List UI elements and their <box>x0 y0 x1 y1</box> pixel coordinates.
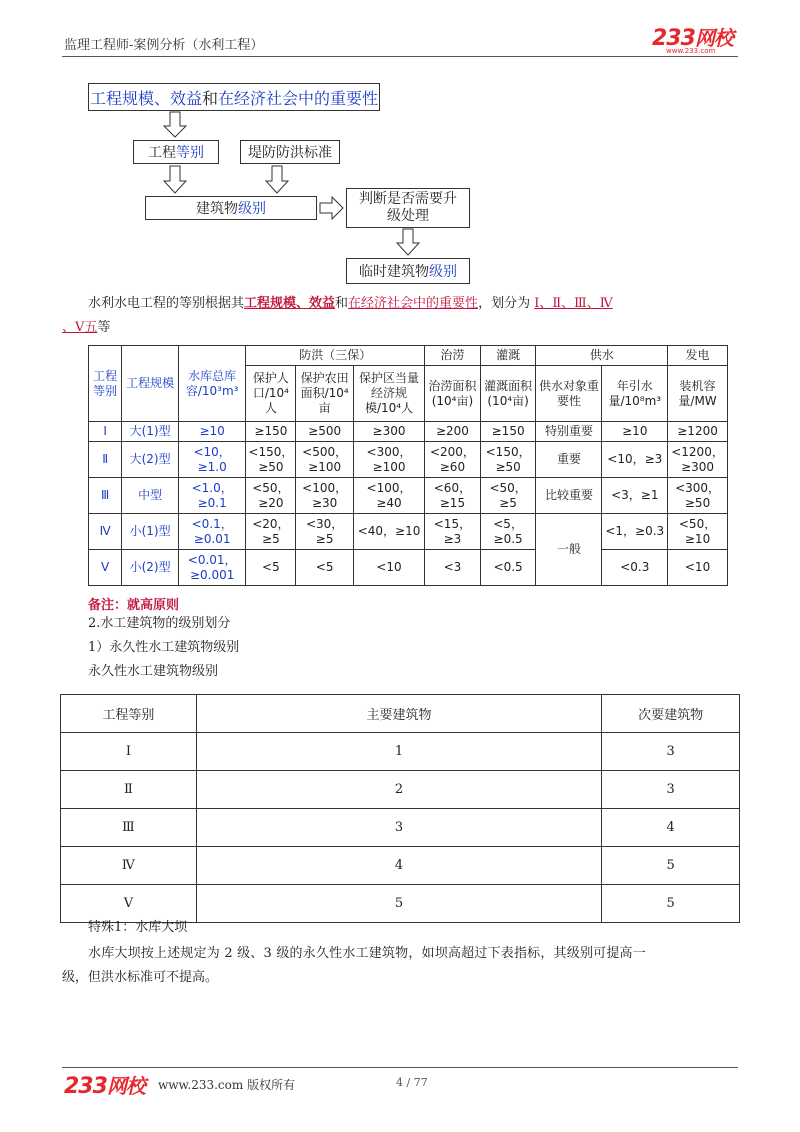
cell: <10，≥1.0 <box>178 442 246 478</box>
down-arrow-icon <box>164 166 186 193</box>
table-row <box>61 733 740 771</box>
logo-word: 网校 <box>106 1074 145 1098</box>
cell: 4 <box>602 809 740 847</box>
cell: <5，≥0.5 <box>480 514 536 550</box>
col-header-supply: 供水 <box>536 346 668 366</box>
col-header: 次要建筑物 <box>602 695 740 733</box>
table-row <box>89 550 728 586</box>
col-header-irrigation: 灌溉 <box>480 346 536 366</box>
subsection-heading: 1）永久性水工建筑物级别 <box>88 640 240 655</box>
cell: 5 <box>196 885 601 923</box>
table-row <box>89 514 728 550</box>
footer-rule <box>62 1067 738 1068</box>
cell: <1，≥0.3 <box>602 514 668 550</box>
cell: <30，≥5 <box>296 514 354 550</box>
sub-header: 保护农田面积/10⁴亩 <box>296 366 354 422</box>
cell: 小(1)型 <box>122 514 179 550</box>
cell: 大(1)型 <box>122 422 179 442</box>
intro-paragraph-cont <box>62 316 110 340</box>
cell: <10，≥3 <box>602 442 668 478</box>
cell: 大(2)型 <box>122 442 179 478</box>
special-title: 特殊1：水库大坝 <box>88 920 188 935</box>
cell: <1200，≥300 <box>668 442 728 478</box>
page-number: 4 / 77 <box>396 1076 428 1089</box>
intro-highlight: Ⅰ、Ⅱ、Ⅲ、Ⅳ <box>534 296 613 311</box>
cell: <1.0，≥0.1 <box>178 478 246 514</box>
col-header-waterlog: 治涝 <box>425 346 481 366</box>
permanent-building-level-table <box>60 694 740 923</box>
intro-text: 和 <box>335 296 349 311</box>
section-heading: 2.水工建筑物的级别划分 <box>88 616 231 631</box>
cell: ≥300 <box>353 422 424 442</box>
flow-arrows <box>0 0 800 300</box>
right-arrow-icon <box>320 197 343 219</box>
col-header-flood: 防洪（三保） <box>246 346 425 366</box>
table-row <box>61 809 740 847</box>
cell: Ⅳ <box>89 514 122 550</box>
cell: <100，≥40 <box>353 478 424 514</box>
sub-header: 装机容量/MW <box>668 366 728 422</box>
cell: <10 <box>353 550 424 586</box>
sub-header: 治涝面积(10⁴亩) <box>425 366 481 422</box>
down-arrow-icon <box>266 166 288 193</box>
cell: Ⅴ <box>61 885 197 923</box>
cell: Ⅲ <box>61 809 197 847</box>
flow-text: 临时建筑物 <box>359 264 429 280</box>
cell: <300，≥100 <box>353 442 424 478</box>
table-row <box>89 442 728 478</box>
flow-text: 工程规模、效益 <box>89 88 202 108</box>
flow-text: 等别 <box>176 145 204 161</box>
intro-text: ，划分为 <box>478 296 535 311</box>
cell: <500，≥100 <box>296 442 354 478</box>
flow-text: 级别 <box>238 201 266 217</box>
cell: <100，≥30 <box>296 478 354 514</box>
col-header-scale: 工程规模 <box>122 346 179 422</box>
footer-site: www.233.com 版权所有 <box>158 1078 296 1092</box>
flow-text: 和 <box>201 88 218 108</box>
cell: Ⅱ <box>61 771 197 809</box>
table-row <box>89 478 728 514</box>
cell: 一般 <box>536 514 602 586</box>
cell: <60，≥15 <box>425 478 481 514</box>
cell: ≥200 <box>425 422 481 442</box>
cell: <10 <box>668 550 728 586</box>
col-header: 工程等别 <box>61 695 197 733</box>
cell: 3 <box>602 771 740 809</box>
cell: <15，≥3 <box>425 514 481 550</box>
cell: Ⅲ <box>89 478 122 514</box>
cell: ≥10 <box>602 422 668 442</box>
cell: 3 <box>602 733 740 771</box>
cell: Ⅴ <box>89 550 122 586</box>
cell: <5 <box>296 550 354 586</box>
footer-logo <box>64 1070 145 1099</box>
note-text: 备注：就高原则 <box>88 598 180 613</box>
cell: ≥1200 <box>668 422 728 442</box>
table-row <box>61 771 740 809</box>
intro-highlight: 在经济社会中的重要性 <box>348 296 479 311</box>
cell: <0.5 <box>480 550 536 586</box>
logo-number: 233 <box>64 1074 107 1099</box>
cell: 中型 <box>122 478 179 514</box>
col-header-grade: 工程等别 <box>89 346 122 422</box>
cell: ≥150 <box>246 422 296 442</box>
cell: 1 <box>196 733 601 771</box>
col-header-power: 发电 <box>668 346 728 366</box>
logo-url: www.233.com <box>666 47 716 55</box>
cell: <3 <box>425 550 481 586</box>
table-row <box>89 422 728 442</box>
cell: 4 <box>196 847 601 885</box>
cell: 特别重要 <box>536 422 602 442</box>
project-grade-table <box>88 345 728 586</box>
document-header-title: 监理工程师-案例分析（水利工程） <box>64 38 264 53</box>
cell: Ⅰ <box>61 733 197 771</box>
down-arrow-icon <box>164 112 186 137</box>
table-row <box>61 847 740 885</box>
cell: <300，≥50 <box>668 478 728 514</box>
flow-text: 工程 <box>148 145 176 161</box>
sub-header: 保护区当量经济规模/10⁴人 <box>353 366 424 422</box>
cell: Ⅱ <box>89 442 122 478</box>
cell: 小(2)型 <box>122 550 179 586</box>
sub-header: 灌溉面积(10⁴亩) <box>480 366 536 422</box>
cell: Ⅰ <box>89 422 122 442</box>
cell: 3 <box>196 809 601 847</box>
cell: <0.01，≥0.001 <box>178 550 246 586</box>
intro-highlight: 、Ⅴ五 <box>62 320 98 335</box>
flow-box-levee-standard: 堤防防洪标准 <box>240 140 340 164</box>
cell: Ⅳ <box>61 847 197 885</box>
cell: 5 <box>602 847 740 885</box>
cell: 5 <box>602 885 740 923</box>
flow-text: 建筑物 <box>196 201 238 217</box>
cell: <40，≥10 <box>353 514 424 550</box>
cell: 比较重要 <box>536 478 602 514</box>
sub-header: 保护人口/10⁴人 <box>246 366 296 422</box>
logo-word: 网校 <box>694 26 733 50</box>
cell: 2 <box>196 771 601 809</box>
special-paragraph-cont: 级，但洪水标准可不提高。 <box>62 970 219 985</box>
cell: <50，≥10 <box>668 514 728 550</box>
flow-text: 级别 <box>429 264 457 280</box>
cell: <50，≥5 <box>480 478 536 514</box>
cell: <0.1，≥0.01 <box>178 514 246 550</box>
logo-number: 233 <box>652 26 695 51</box>
down-arrow-icon <box>397 229 419 255</box>
cell: <200，≥60 <box>425 442 481 478</box>
cell: ≥10 <box>178 422 246 442</box>
cell: <150，≥50 <box>246 442 296 478</box>
cell: ≥150 <box>480 422 536 442</box>
cell: <20，≥5 <box>246 514 296 550</box>
intro-highlight: 工程规模、效益 <box>244 296 336 311</box>
cell: <3，≥1 <box>602 478 668 514</box>
intro-paragraph <box>88 292 718 316</box>
sub-header: 供水对象重要性 <box>536 366 602 422</box>
cell: <50，≥20 <box>246 478 296 514</box>
cell: 重要 <box>536 442 602 478</box>
cell: <0.3 <box>602 550 668 586</box>
cell: <5 <box>246 550 296 586</box>
sub-header: 年引水量/10⁸m³ <box>602 366 668 422</box>
intro-text: 水利水电工程的等别根据其 <box>88 296 245 311</box>
table-caption: 永久性水工建筑物级别 <box>88 664 219 679</box>
col-header-reservoir: 水库总库容/10³m³ <box>178 346 246 422</box>
flow-text: 在经济社会中的重要性 <box>218 88 379 108</box>
cell: <150，≥50 <box>480 442 536 478</box>
col-header: 主要建筑物 <box>196 695 601 733</box>
special-paragraph: 水库大坝按上述规定为 2 级、3 级的永久性水工建筑物，如坝高超过下表指标，其级别可提高一 <box>88 946 646 961</box>
intro-text: 等 <box>97 320 111 335</box>
flow-box-upgrade-check: 判断是否需要升级处理 <box>346 188 470 228</box>
cell: ≥500 <box>296 422 354 442</box>
